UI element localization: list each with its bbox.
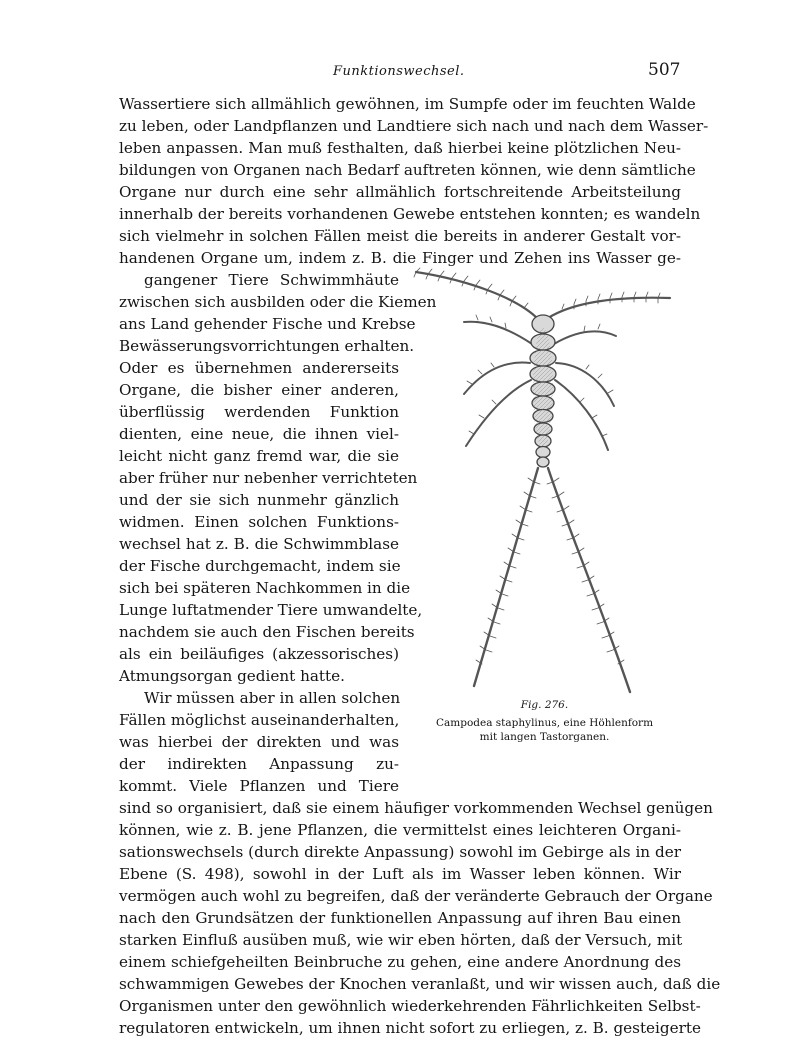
text-line: einem schiefgeheilten Beinbruche zu gehen, eine andere Anordnung des: [119, 953, 681, 971]
text-line: zu leben, oder Landpflanzen und Landtiere sich nach und nach dem Wasser-: [119, 117, 709, 135]
text-line: Fällen möglichst auseinanderhalten,: [119, 711, 400, 729]
text-line: Wassertiere sich allmählich gewöhnen, im Sumpfe oder im feuchten Walde: [119, 95, 696, 113]
text-line: wechsel hat z. B. die Schwimmblase: [119, 535, 399, 553]
figure-number: Fig. 276.: [520, 699, 569, 711]
text-line: handenen Organe um, indem z. B. die Finger und Zehen ins Wasser ge-: [119, 249, 681, 267]
text-line: starken Einfluß ausüben muß, wie wir eben hörten, daß der Versuch, mit: [119, 931, 683, 949]
text-line: und der sie sich nunmehr gänzlich: [119, 491, 399, 509]
text-line: aber früher nur nebenher verrichteten: [119, 469, 418, 487]
text-line: Lunge luftatmender Tiere umwandelte,: [119, 601, 423, 619]
text-line: bildungen von Organen nach Bedarf auftreten können, wie denn sämtliche: [119, 161, 696, 179]
text-line: sich bei späteren Nachkommen in die: [119, 579, 411, 597]
text-line: Bewässerungsvorrichtungen erhalten.: [119, 337, 415, 355]
text-line: leben anpassen. Man muß festhalten, daß hierbei keine plötzlichen Neu-: [119, 139, 681, 157]
text-line: Organe, die bisher einer anderen,: [119, 381, 399, 399]
text-line: überflüssig werdenden Funktion: [119, 403, 399, 421]
text-line: nachdem sie auch den Fischen bereits: [119, 623, 415, 641]
text-line: als ein beiläufiges (akzessorisches): [119, 645, 399, 663]
campodea-illustration: [408, 268, 681, 708]
text-line: zwischen sich ausbilden oder die Kiemen: [119, 293, 437, 311]
text-line: Oder es übernehmen andererseits: [119, 359, 399, 377]
figure-caption-line: Campodea staphylinus, eine Höhlenform: [435, 717, 654, 729]
text-line: der indirekten Anpassung zu-: [119, 755, 399, 773]
text-line: können, wie z. B. jene Pflanzen, die vermittelst eines leichteren Organi-: [119, 821, 681, 839]
text-line: Ebene (S. 498), sowohl in der Luft als im Wasser leben können. Wir: [119, 865, 681, 883]
text-line: nach den Grundsätzen der funktionellen Anpassung auf ihren Bau einen: [119, 909, 681, 927]
text-line: kommt. Viele Pflanzen und Tiere: [119, 777, 399, 795]
text-line: regulatoren entwickeln, um ihnen nicht sofort zu erliegen, z. B. gesteigerte: [119, 1019, 701, 1037]
page-number: 507: [648, 60, 681, 80]
text-line: Organe nur durch eine sehr allmählich fortschreitende Arbeitsteilung: [119, 183, 681, 201]
text-line: innerhalb der bereits vorhandenen Gewebe entstehen konnten; es wandeln: [119, 205, 701, 223]
text-line: der Fische durchgemacht, indem sie: [119, 557, 401, 575]
figure-caption: [408, 716, 681, 744]
text-line: ans Land gehender Fische und Krebse: [119, 315, 416, 333]
text-line: sind so organisiert, daß sie einem häufiger vorkommenden Wechsel genügen: [119, 799, 713, 817]
text-line: sationswechsels (durch direkte Anpassung) sowohl im Gebirge als in der: [119, 843, 681, 861]
running-title: Funktionswechsel.: [333, 64, 465, 79]
text-line: vermögen auch wohl zu begreifen, daß der veränderte Gebrauch der Organe: [119, 887, 713, 905]
text-line: leicht nicht ganz fremd war, die sie: [119, 447, 399, 465]
text-line: sich vielmehr in solchen Fällen meist die bereits in anderer Gestalt vor-: [119, 227, 681, 245]
insect-drawing: [408, 268, 681, 698]
text-line: widmen. Einen solchen Funktions-: [119, 513, 399, 531]
figure-caption-line: mit langen Tastorganen.: [479, 731, 610, 743]
text-line: Atmungsorgan gedient hatte.: [119, 667, 345, 685]
text-line: schwammigen Gewebes der Knochen veranlaßt, und wir wissen auch, daß die: [119, 975, 721, 993]
text-line: Wir müssen aber in allen solchen: [144, 689, 401, 707]
text-line: was hierbei der direkten und was: [119, 733, 399, 751]
text-line: dienten, eine neue, die ihnen viel-: [119, 425, 399, 443]
text-line: gangener Tiere Schwimmhäute: [144, 271, 399, 289]
text-line: Organismen unter den gewöhnlich wiederkehrenden Fährlichkeiten Selbst-: [119, 997, 701, 1015]
